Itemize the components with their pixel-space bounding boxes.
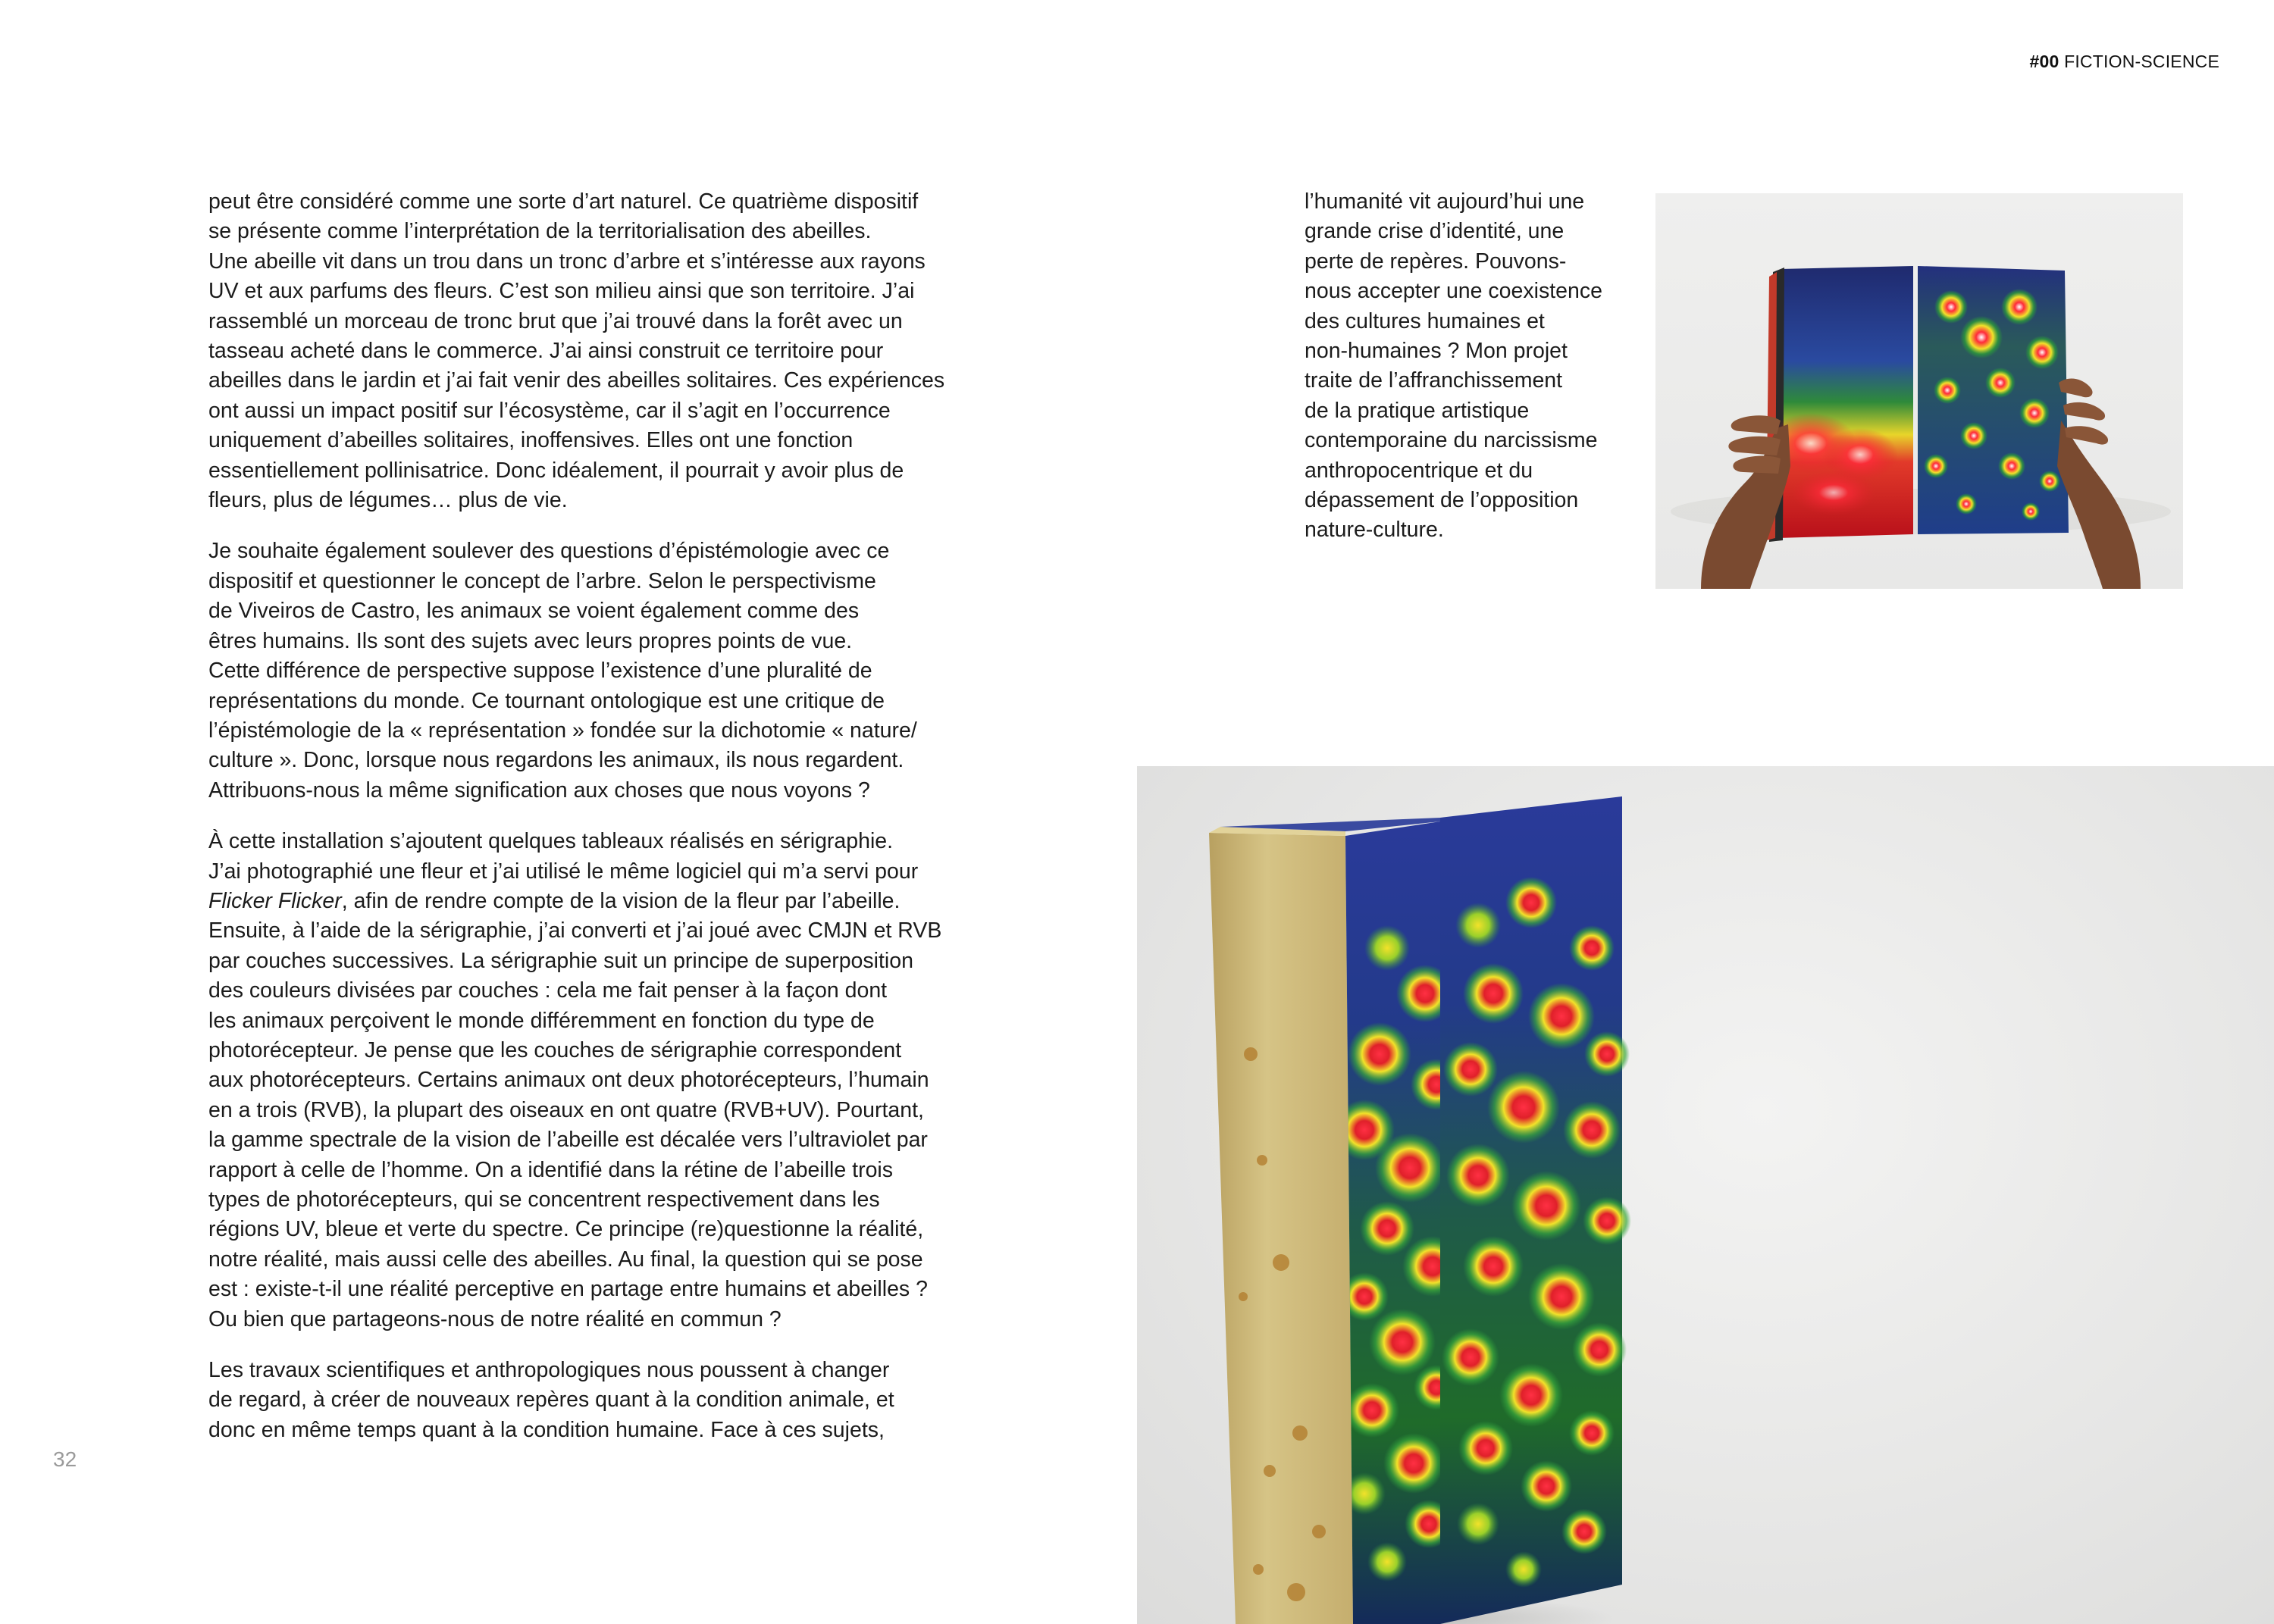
text-line: essentiellement pollinisatrice. Donc idéalement, il pourrait y avoir plus de	[208, 458, 904, 483]
text-line: ont aussi un impact positif sur l’écosystème, car il s’agit en l’occurrence	[208, 398, 891, 423]
text-line: À cette installation s’ajoutent quelques tableaux réalisés en sérigraphie.	[208, 829, 894, 854]
text-line: traite de l’affranchissement	[1305, 368, 1563, 393]
text-fragment: , afin de rendre compte de la vision de la fleur par l’abeille.	[341, 888, 901, 913]
text-line: dépassement de l’opposition	[1305, 488, 1579, 513]
text-line: donc en même temps quant à la condition humaine. Face à ces sujets,	[208, 1417, 885, 1442]
text-line: en a trois (RVB), la plupart des oiseaux en ont quatre (RVB+UV). Pourtant,	[208, 1097, 924, 1122]
text-line: culture ». Donc, lorsque nous regardons les animaux, ils nous regardent.	[208, 748, 904, 773]
text-line: êtres humains. Ils sont des sujets avec leurs propres points de vue.	[208, 628, 853, 653]
photo-heatmap-block	[1137, 766, 2274, 1624]
middle-text-column	[1305, 187, 1623, 546]
text-line: UV et aux parfums des fleurs. C’est son milieu ainsi que son territoire. J’ai	[208, 279, 915, 304]
text-line: par couches successives. La sérigraphie suit un principe de superposition	[208, 948, 913, 973]
text-line: J’ai photographié une fleur et j’ai utilisé le même logiciel qui m’a servi pour	[208, 859, 919, 884]
text-line: représentations du monde. Ce tournant ontologique est une critique de	[208, 688, 885, 713]
text-line: grande crise d’identité, une	[1305, 219, 1565, 244]
text-line: de regard, à créer de nouveaux repères quant à la condition animale, et	[208, 1388, 894, 1413]
text-line: fleurs, plus de légumes… plus de vie.	[208, 488, 568, 513]
paragraph-1	[208, 187, 1004, 515]
text-line: Ensuite, à l’aide de la sérigraphie, j’ai converti et j’ai joué avec CMJN et RVB	[208, 918, 942, 943]
text-line: est : existe-t-il une réalité perceptive en partage entre humains et abeilles ?	[208, 1277, 928, 1302]
text-line: uniquement d’abeilles solitaires, inoffensives. Elles ont une fonction	[208, 428, 854, 453]
text-line: de Viveiros de Castro, les animaux se voient également comme des	[208, 599, 860, 624]
text-line: photorécepteur. Je pense que les couches de sérigraphie correspondent	[208, 1037, 902, 1062]
issue-number: #00	[2029, 52, 2059, 71]
text-line: types de photorécepteurs, qui se concentrent respectivement dans les	[208, 1187, 880, 1212]
text-line: Une abeille vit dans un trou dans un tronc d’arbre et s’intéresse aux rayons	[208, 249, 926, 274]
text-line: la gamme spectrale de la vision de l’abeille est décalée vers l’ultraviolet par	[208, 1128, 928, 1153]
open-book-illustration	[1655, 193, 2183, 589]
text-line: tasseau acheté dans le commerce. J’ai ainsi construit ce territoire pour	[208, 339, 884, 364]
text-line: l’épistémologie de la « représentation » fondée sur la dichotomie « nature/	[208, 718, 917, 743]
text-line: perte de repères. Pouvons-	[1305, 249, 1567, 274]
text-line: abeilles dans le jardin et j’ai fait venir des abeilles solitaires. Ces expériences	[208, 368, 945, 393]
text-line: régions UV, bleue et verte du spectre. Ce principe (re)questionne la réalité,	[208, 1217, 924, 1242]
text-line: Cette différence de perspective suppose l’existence d’une pluralité de	[208, 659, 872, 684]
heatmap-block-illustration	[1137, 766, 2274, 1624]
text-line: dispositif et questionner le concept de l’arbre. Selon le perspectivisme	[208, 568, 876, 593]
text-line: Les travaux scientifiques et anthropologiques nous poussent à changer	[208, 1358, 890, 1383]
text-line: contemporaine du narcissisme	[1305, 428, 1598, 453]
text-line: nature-culture.	[1305, 518, 1444, 543]
text-line: Attribuons-nous la même signification aux choses que nous voyons ?	[208, 778, 870, 803]
text-line: l’humanité vit aujourd’hui une	[1305, 189, 1585, 214]
text-line	[208, 887, 1004, 916]
text-line: aux photorécepteurs. Certains animaux ont deux photorécepteurs, l’humain	[208, 1068, 929, 1093]
text-line: les animaux perçoivent le monde différemment en fonction du type de	[208, 1008, 875, 1033]
left-text-column	[208, 187, 1004, 1466]
text-line: Ou bien que partageons-nous de notre réalité en commun ?	[208, 1306, 781, 1331]
page-number: 32	[53, 1447, 77, 1471]
text-line: non-humaines ? Mon projet	[1305, 339, 1568, 364]
text-line: notre réalité, mais aussi celle des abeilles. Au final, la question qui se pose	[208, 1247, 923, 1272]
text-line: rassemblé un morceau de tronc brut que j’ai trouvé dans la forêt avec un	[208, 308, 903, 333]
text-line: rapport à celle de l’homme. On a identifié dans la rétine de l’abeille trois	[208, 1157, 893, 1182]
text-line: peut être considéré comme une sorte d’art naturel. Ce quatrième dispositif	[208, 189, 919, 214]
section-title: FICTION-SCIENCE	[2064, 52, 2219, 71]
paragraph-4	[208, 1356, 1004, 1445]
text-line: Je souhaite également soulever des questions d’épistémologie avec ce	[208, 539, 890, 564]
photo-open-book	[1655, 193, 2183, 589]
paragraph-3	[208, 827, 1004, 1335]
text-line: de la pratique artistique	[1305, 398, 1530, 423]
paragraph-2	[208, 537, 1004, 806]
text-line: nous accepter une coexistence	[1305, 279, 1602, 304]
running-header	[2030, 52, 2219, 72]
text-line: des couleurs divisées par couches : cela me fait penser à la façon dont	[208, 978, 888, 1003]
text-line: se présente comme l’interprétation de la territorialisation des abeilles.	[208, 219, 872, 244]
text-line: des cultures humaines et	[1305, 308, 1545, 333]
artwork-title: Flicker Flicker	[208, 888, 342, 913]
text-line: anthropocentrique et du	[1305, 458, 1533, 483]
